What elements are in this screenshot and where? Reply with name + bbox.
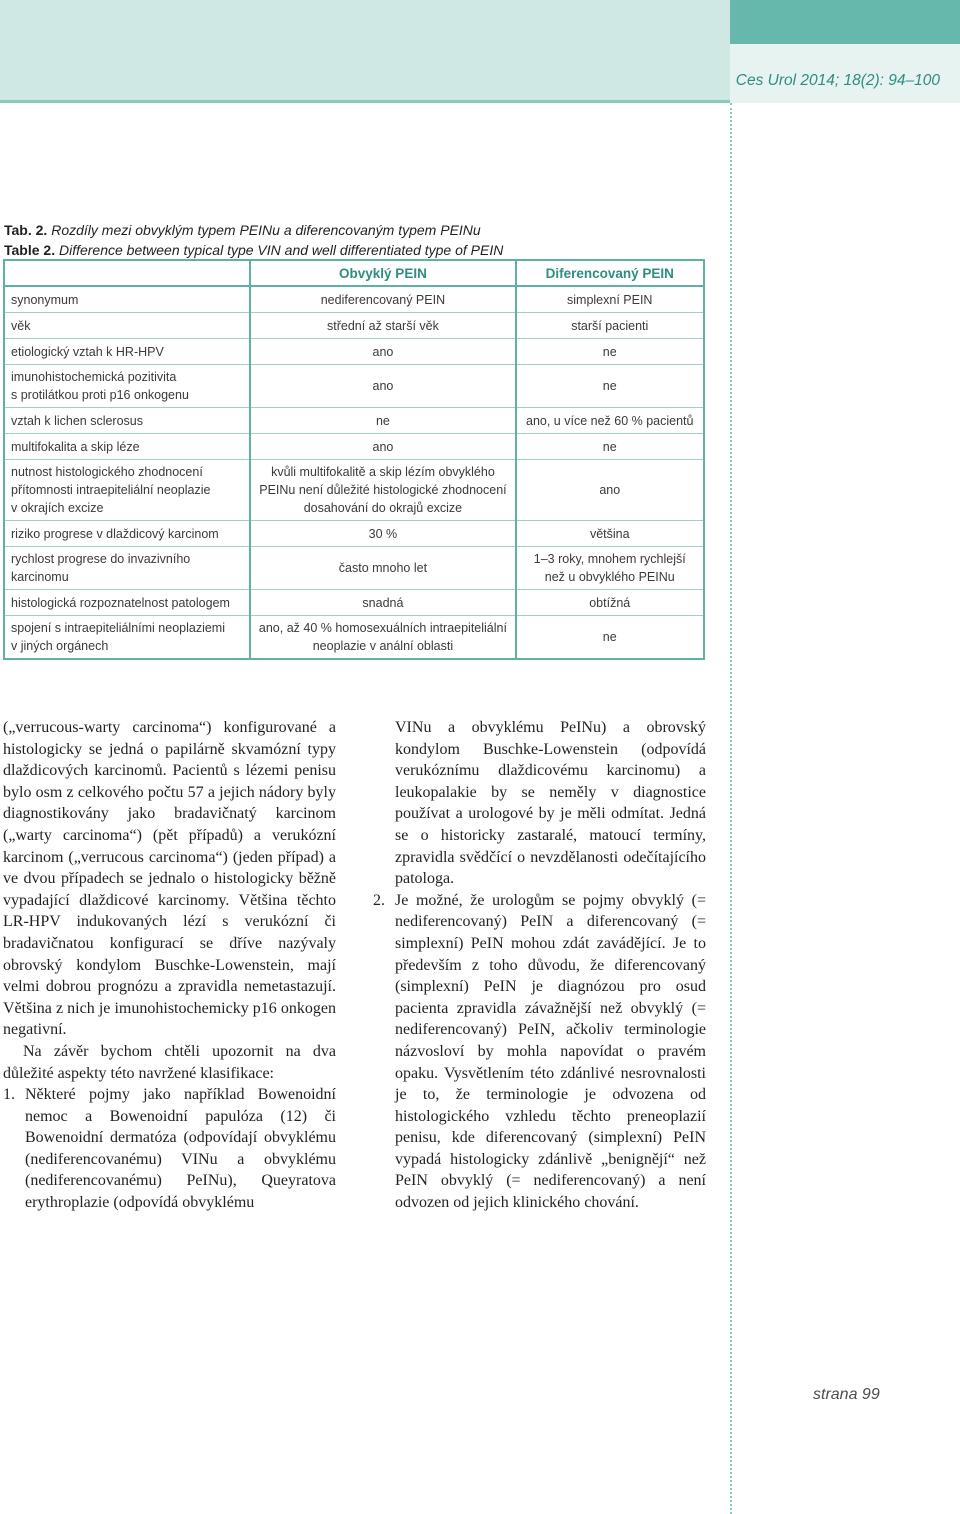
caption-english	[4, 240, 503, 260]
table-row	[4, 460, 704, 521]
header-rule	[0, 100, 730, 103]
value-cell	[250, 339, 515, 365]
cell-text: simplexní PEIN	[567, 292, 653, 307]
cell-text: etiologický vztah k HR-HPV	[11, 344, 164, 359]
row-label-cell	[4, 521, 250, 547]
cell-text: kvůli multifokalitě a skip lézím obvyklého	[271, 465, 495, 479]
cell-text: imunohistochemická pozitivita	[11, 370, 177, 384]
cell-text: ano, u více než 60 % pacientů	[526, 413, 694, 428]
value-cell	[516, 313, 705, 339]
table-row	[4, 339, 704, 365]
list-item	[373, 890, 706, 1214]
cell-text: PEINu není důležité histologické zhodnocení	[259, 483, 507, 497]
margin-divider	[730, 103, 732, 1514]
cell-text: ne	[602, 630, 617, 644]
table-row	[4, 521, 704, 547]
cell-text: ne	[375, 413, 390, 428]
value-cell	[516, 339, 705, 365]
list-number: 2.	[373, 891, 385, 909]
cell-text: ne	[602, 439, 617, 454]
page-number: strana 99	[813, 1386, 880, 1403]
cell-text: obtížná	[589, 595, 631, 610]
row-label-cell	[4, 408, 250, 434]
cell-text: s protilátkou proti p16 onkogenu	[11, 388, 189, 402]
list-item-text: Je možné, že urologům se pojmy obvyklý (= nediferencovaný) PeIN a diferencovaný (= simplexní) PeIN mohou zdát zavádějící. Je to především z toho důvodu, že diferencovaný (simplexní) PeIN je diagnózou pro osud pacienta zpravidla závažnější než obvyklý (= nediferencovaný) PeIN, ačkoliv terminologie názvosloví by mohla napovídat o pravém opaku. Vysvětlením této zdánlivé nesrovnalosti je to, že terminologie je odvozena od histologického vzhledu těchto preneoplazií penisu, kde diferencovaný (simplexní) PeIN vypadá histologicky zdánlivě „benignějí“ než PeIN obvyklý (= nediferencovaný) a není odvozen od jejich klinického chování.	[395, 891, 706, 1212]
table-row	[4, 286, 704, 313]
cell-text: histologická rozpoznatelnost patologem	[11, 595, 230, 610]
caption-english-title: Difference between typical type VIN and well differentiated type of PEIN	[58, 242, 504, 258]
value-cell	[250, 434, 515, 460]
cell-text: 30 %	[368, 526, 398, 541]
row-label-cell	[4, 460, 250, 521]
cell-text: synonymum	[11, 292, 79, 307]
cell-text: věk	[11, 318, 31, 333]
caption-czech-label: Tab. 2.	[4, 222, 48, 238]
value-cell	[516, 460, 705, 521]
value-cell	[250, 313, 515, 339]
list-item-continuation: VINu a obvyklému PeINu) a obrovský kondylom Buschke-Lowenstein (odpovídá verukóznímu dlaždicovému karcinomu) a leukopalakie by se neměly v diagnostice používat a urologové by je měli odmítat. Jedná se o historicky zastaralé, matoucí termíny, zpravidla svědčící o nevzdělanosti odečítajícího patologa.	[395, 719, 706, 888]
cell-text: v okrajích excize	[11, 501, 104, 515]
cell-text: v jiných orgánech	[11, 639, 109, 653]
table-row	[4, 365, 704, 408]
cell-text: riziko progrese v dlaždicový karcinom	[11, 526, 219, 541]
cell-text: snadná	[362, 595, 404, 610]
value-cell	[516, 547, 705, 590]
value-cell	[516, 286, 705, 313]
table-row	[4, 616, 704, 660]
value-cell	[516, 408, 705, 434]
cell-text: starší pacienti	[571, 318, 649, 333]
cell-text: ne	[602, 344, 617, 359]
value-cell	[516, 616, 705, 660]
value-cell	[250, 460, 515, 521]
cell-text: dosahování do okrajů excize	[303, 501, 463, 515]
table-row	[4, 408, 704, 434]
value-cell	[250, 547, 515, 590]
cell-text: 1–3 roky, mnohem rychlejší	[533, 552, 686, 566]
cell-text: ano	[372, 439, 394, 454]
cell-text: přítomnosti intraepiteliální neoplazie	[11, 483, 211, 497]
row-label-cell	[4, 286, 250, 313]
cell-text: neoplazie v anální oblasti	[312, 639, 454, 653]
cell-text: většina	[589, 526, 630, 541]
caption-czech-title: Rozdíly mezi obvyklým typem PEINu a diferencovaným typem PEINu	[51, 222, 481, 238]
table-row	[4, 547, 704, 590]
header-cell: Diferencovaný PEIN	[516, 260, 705, 286]
value-cell	[516, 365, 705, 408]
table-row	[4, 434, 704, 460]
cell-text: nediferencovaný PEIN	[320, 292, 446, 307]
cell-text: často mnoho let	[338, 561, 428, 575]
text-column-right	[373, 717, 706, 1214]
caption-english-label: Table 2.	[4, 242, 56, 258]
value-cell	[516, 590, 705, 616]
row-label-cell	[4, 590, 250, 616]
cell-text: ano, až 40 % homosexuálních intraepiteliální	[258, 621, 507, 635]
cell-text: ano	[599, 483, 621, 497]
value-cell	[250, 590, 515, 616]
cell-text: vztah k lichen sclerosus	[11, 413, 144, 428]
list-number: 1.	[3, 1086, 15, 1104]
row-label-cell	[4, 616, 250, 660]
value-cell	[250, 408, 515, 434]
table-captions	[4, 220, 503, 260]
cell-text: ne	[602, 379, 617, 393]
table-row	[4, 313, 704, 339]
row-label-cell	[4, 434, 250, 460]
cell-text: nutnost histologického zhodnocení	[11, 465, 203, 479]
cell-text: ano	[372, 344, 394, 359]
caption-czech	[4, 220, 503, 240]
row-label-cell	[4, 339, 250, 365]
cell-text: multifokalita a skip léze	[11, 439, 140, 454]
row-label-cell	[4, 365, 250, 408]
value-cell	[250, 521, 515, 547]
text-column-left	[3, 717, 336, 1214]
cell-text: spojení s intraepiteliálními neoplaziemi	[11, 621, 226, 635]
cell-text: ano	[372, 379, 394, 393]
cell-text: rychlost progrese do invazivního	[11, 552, 191, 566]
table-header-row	[4, 260, 704, 286]
list-item-text: Některé pojmy jako například Bowenoidní nemoc a Bowenoidní papulóza (12) či Bowenoidní dermatóza (odpovídají obvyklému (nediferencovanému) VINu a obvyklému (nediferencovanému) PeINu), Queyratova erythroplazie (odpovídá obvyklému	[25, 1086, 336, 1212]
row-label-cell	[4, 547, 250, 590]
paragraph: („verrucous-warty carcinoma“) konfigurované a histologicky se jedná o papilárně skvamózní typy dlaždicových karcinomů. Pacientů s lézemi penisu bylo osm z celkového počtu 57 a jejich nádory byly diagnostikovány jako bradavičnatý karcinom („warty carcinoma“) (pět případů) a verukózní karcinom („verrucous carcinoma“) (jeden případ) a ve dvou případech se jednalo o histologicky běžně vypadající dlaždicové karcinomy. Většina těchto LR-HPV indukovaných lézí s verukózní či bradavičnatou konfigurací se dříve nazývaly obrovský kondylom Buschke-Lowenstein, mají velmi dobrou prognózu a zpravidla nemetastazují. Většina z nich je imunohistochemicky p16 onkogen negativní.	[3, 719, 336, 1039]
header-band	[0, 0, 730, 100]
header-cell	[4, 260, 250, 286]
header-cell: Obvyklý PEIN	[250, 260, 515, 286]
paragraph: Na závěr bychom chtěli upozornit na dva důležité aspekty této navržené klasifikace:	[3, 1042, 336, 1082]
value-cell	[250, 365, 515, 408]
value-cell	[250, 616, 515, 660]
row-label-cell	[4, 313, 250, 339]
cell-text: karcinomu	[11, 570, 69, 584]
value-cell	[516, 521, 705, 547]
cell-text: než u obvyklého PEINu	[544, 570, 675, 584]
list-item	[3, 1084, 336, 1214]
journal-reference: Ces Urol 2014; 18(2): 94–100	[735, 72, 940, 89]
value-cell	[250, 286, 515, 313]
header-accent-block	[730, 0, 960, 44]
value-cell	[516, 434, 705, 460]
table-row	[4, 590, 704, 616]
cell-text: střední až starší věk	[327, 318, 439, 333]
comparison-table	[3, 259, 705, 660]
